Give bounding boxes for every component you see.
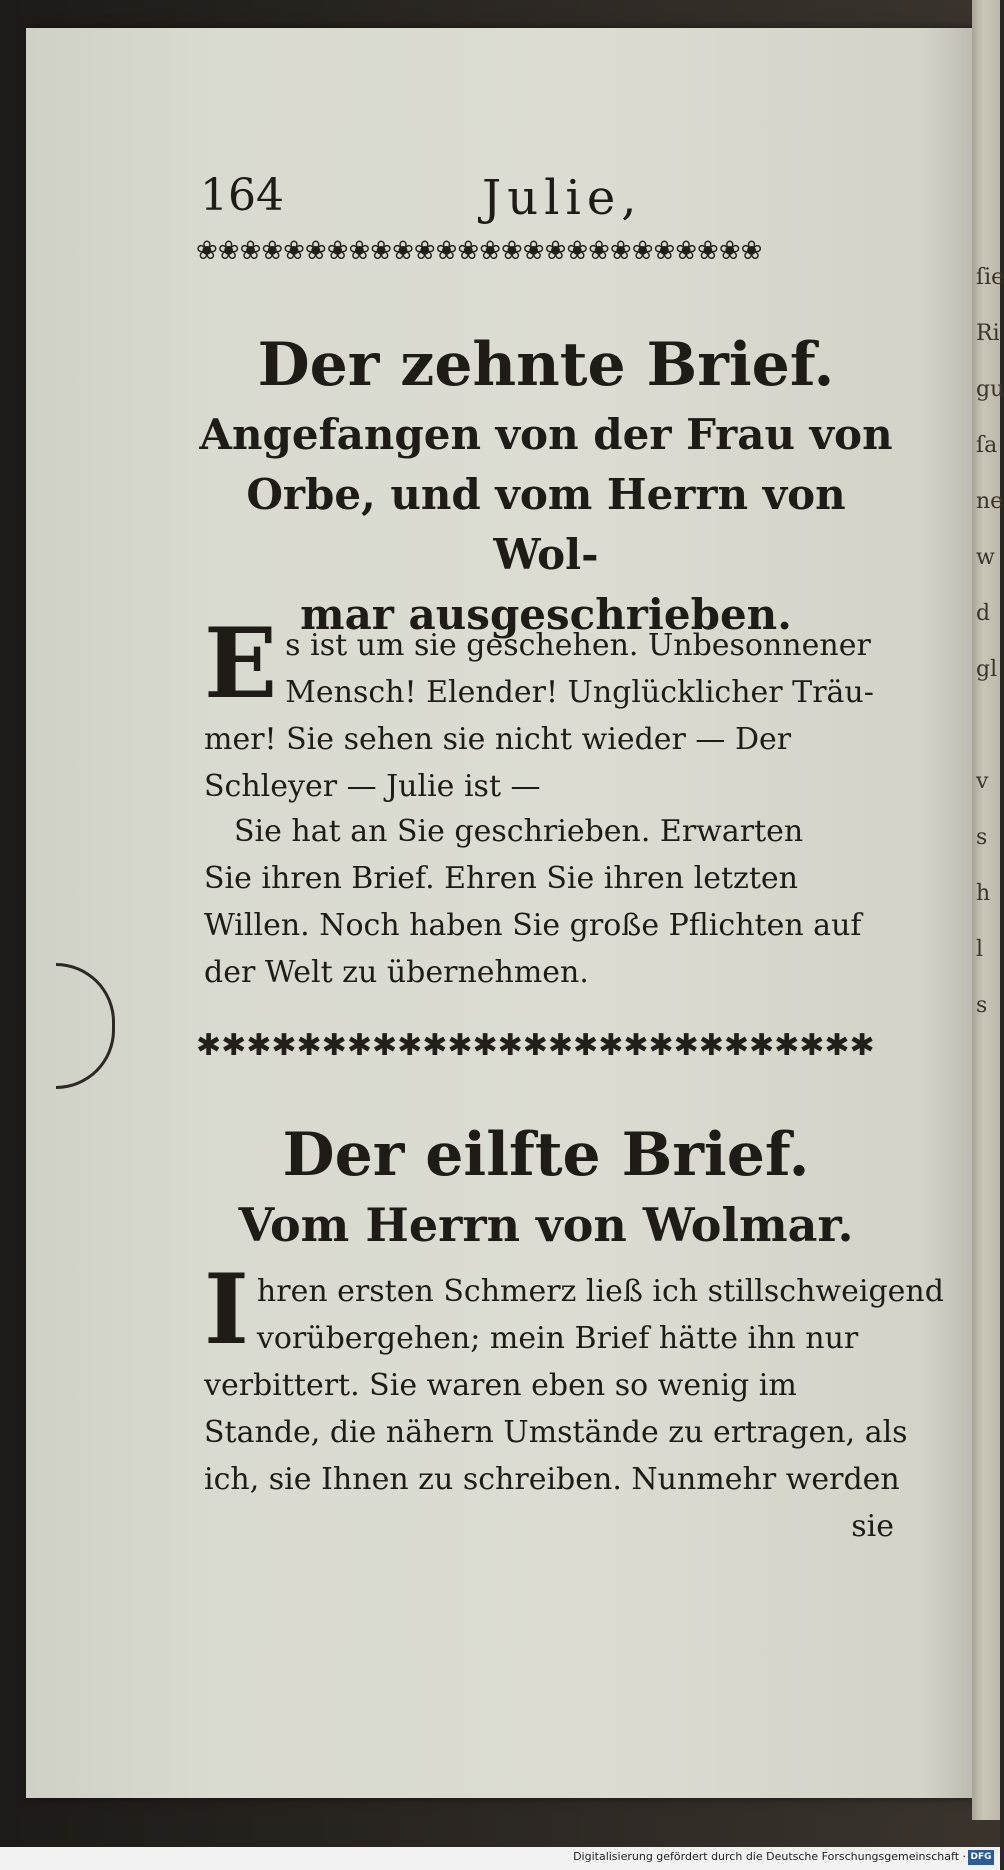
page-header xyxy=(200,170,920,230)
catchword: sie xyxy=(851,1509,894,1544)
text-line: Schleyer — Julie ist — xyxy=(204,769,541,804)
text-line: Sie hat an Sie geschrieben. Erwarten xyxy=(234,814,804,849)
text-line: Sie ihren Brief. Ehren Sie ihren letzten xyxy=(204,861,798,896)
text-line: verbittert. Sie waren eben so wenig im xyxy=(204,1368,797,1403)
text-line: mer! Sie sehen sie nicht wieder — Der xyxy=(204,722,792,757)
ornament-rule-top: ❀❀❀❀❀❀❀❀❀❀❀❀❀❀❀❀❀❀❀❀❀❀❀❀❀❀ xyxy=(196,236,763,266)
letter-10-subtitle-line: Orbe, und vom Herrn von Wol- xyxy=(246,470,846,579)
letter-10-subtitle-line: Angefangen von der Frau von xyxy=(199,410,893,459)
text-line: Willen. Noch haben Sie große Pflichten auf xyxy=(204,908,862,943)
text-line: Stande, die nähern Umstände zu ertragen, als xyxy=(204,1415,908,1450)
letter-10-title: Der zehnte Brief. xyxy=(257,330,835,400)
next-page-edge xyxy=(972,0,1004,1820)
text-line: ich, sie Ihnen zu schreiben. Nunmehr werden xyxy=(204,1462,900,1497)
text-line: der Welt zu übernehmen. xyxy=(204,955,589,990)
binding-clip-mark xyxy=(56,963,115,1089)
text-line: s ist um sie geschehen. Unbesonnener xyxy=(285,628,871,663)
footer-bar xyxy=(0,1847,1000,1870)
text-line: hren ersten Schmerz ließ ich stillschweigend xyxy=(256,1274,944,1309)
dropcap: E xyxy=(204,607,278,720)
letter-10-subtitle-line: mar ausgeschrieben. xyxy=(300,590,792,639)
letter-11-title: Der eilfte Brief. xyxy=(282,1120,810,1190)
dropcap: I xyxy=(204,1253,249,1366)
letter-10-paragraph-2 xyxy=(204,808,894,996)
page-number: 164 xyxy=(200,170,284,221)
footer-credit: Digitalisierung gefördert durch die Deutsche Forschungsgemeinschaft · xyxy=(573,1850,966,1863)
next-page-edge-text: ſie Ri gu ſa ne w d gl v s h l s xyxy=(976,265,1004,1018)
letter-10-subtitle xyxy=(196,405,896,645)
dfg-logo: DFG xyxy=(968,1850,994,1865)
ornament-rule-middle: ✱✱✱✱✱✱✱✱✱✱✱✱✱✱✱✱✱✱✱✱✱✱✱✱✱✱✱ xyxy=(196,1028,875,1063)
letter-11-subtitle: Vom Herrn von Wolmar. xyxy=(238,1198,854,1252)
text-line: vorübergehen; mein Brief hätte ihn nur xyxy=(256,1321,859,1356)
text-line: Mensch! Elender! Unglücklicher Träu- xyxy=(285,675,874,710)
letter-11-paragraph xyxy=(204,1253,944,1550)
running-title: Julie, xyxy=(482,170,643,226)
